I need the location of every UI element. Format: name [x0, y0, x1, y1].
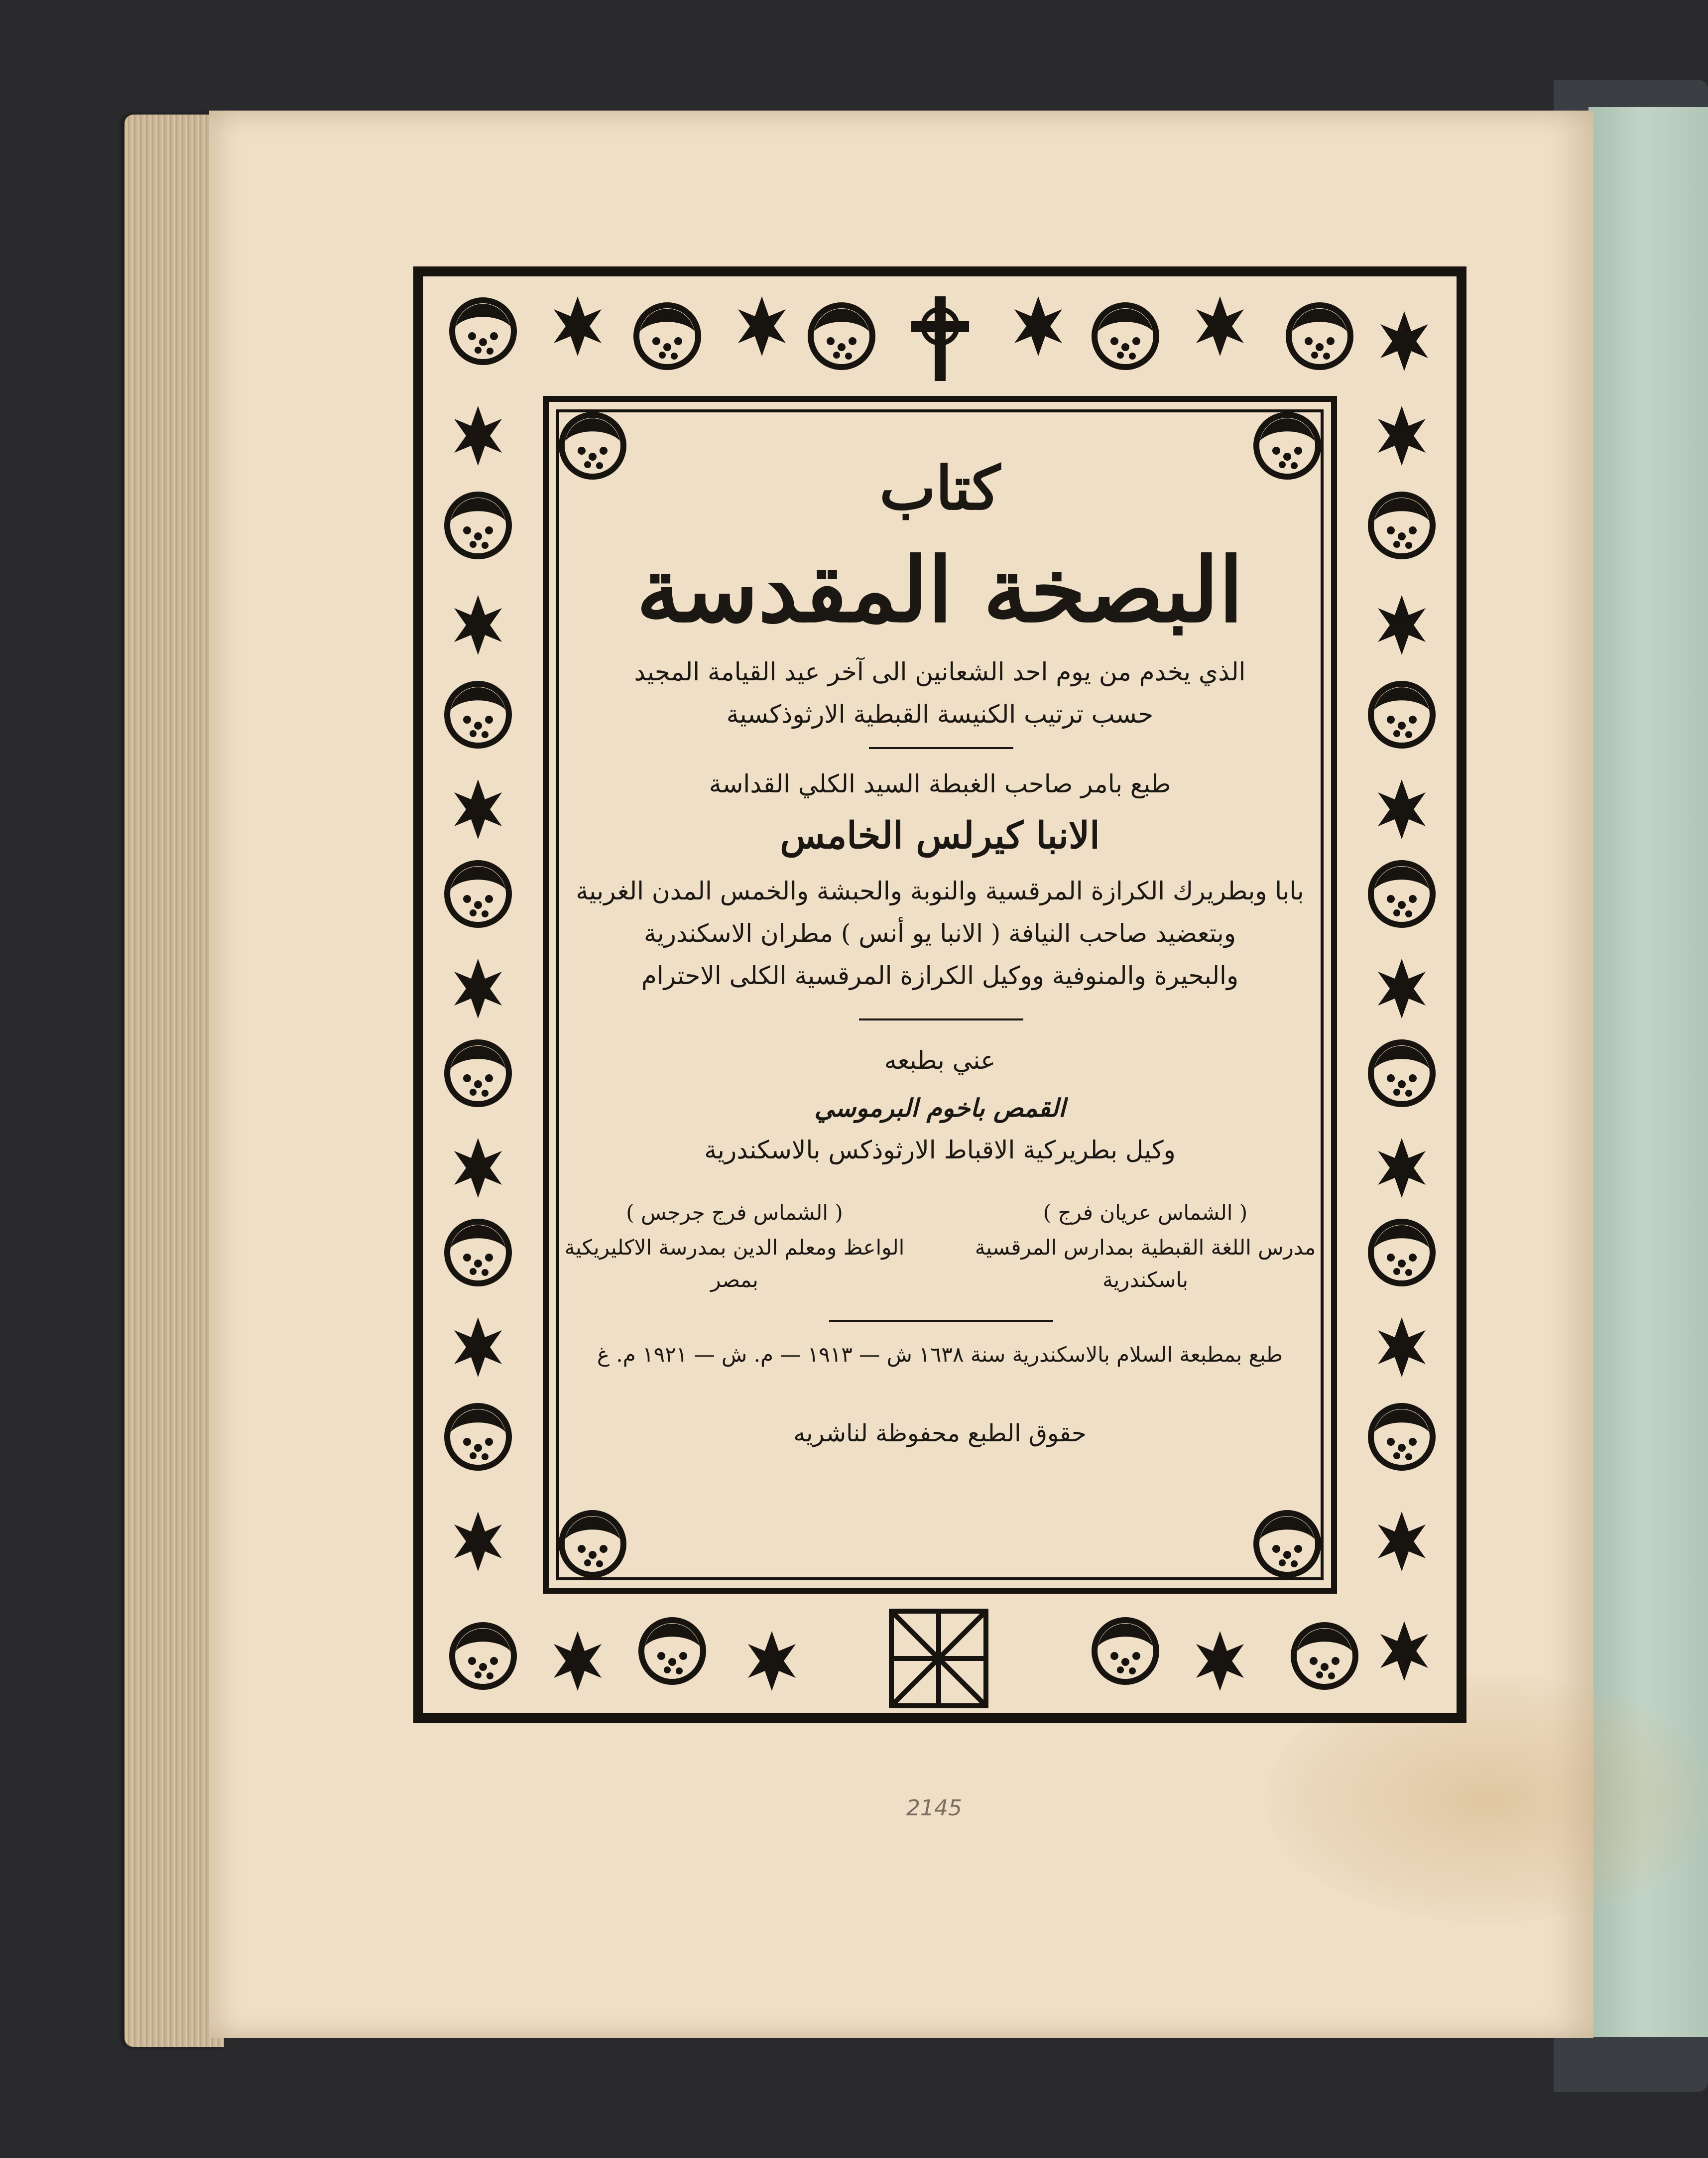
- rights-line: حقوق الطبع محفوظة لناشريه: [793, 1419, 1087, 1447]
- order-line: طبع بامر صاحب الغبطة السيد الكلي القداسة: [709, 769, 1171, 798]
- subtitle-line-2: حسب ترتيب الكنيسة القبطية الارثوذكسية: [726, 700, 1154, 729]
- divider-3: [829, 1320, 1053, 1322]
- contributor-1-name: ( الشماس عريان فرج ): [1043, 1200, 1248, 1225]
- handwritten-number: 2145: [906, 1795, 962, 1821]
- subtitle-line-1: الذي يخدم من يوم احد الشعانين الى آخر عيد القيامة المجيد: [634, 657, 1246, 686]
- contributor-1-place: باسكندرية: [1102, 1268, 1189, 1292]
- patriarch-line-3: والبحيرة والمنوفية ووكيل الكرازة المرقسية الكلى الاحترام: [641, 961, 1239, 990]
- patriarch-line-1: بابا وبطريرك الكرازة المرقسية والنوبة والحبشة والخمس المدن الغربية: [576, 877, 1304, 905]
- editor-name: القمص باخوم البرموسي: [814, 1093, 1066, 1123]
- contributor-2-place: بمصر: [711, 1268, 758, 1292]
- contributor-1-role: مدرس اللغة القبطية بمدارس المرقسية: [975, 1235, 1316, 1260]
- contributor-2-name: ( الشماس فرج جرجس ): [626, 1200, 843, 1225]
- editor-title: وكيل بطريركية الاقباط الارثوذكس بالاسكندرية: [704, 1136, 1176, 1164]
- title-text-block: [550, 398, 1330, 1574]
- divider-1: [869, 747, 1013, 749]
- heading-small: كتاب: [879, 453, 1000, 523]
- patriarch-name: الانبا كيرلس الخامس: [780, 814, 1100, 857]
- divider-2: [859, 1018, 1023, 1020]
- print-line: طبع بمطبعة السلام بالاسكندرية سنة ١٦٣٨ ش — ١٩١٣ — م. ش — ١٩٢١ م. غ: [597, 1342, 1283, 1367]
- contributor-2-role: الواعظ ومعلم الدين بمدرسة الاكليريكية: [564, 1235, 905, 1260]
- heading-main: البصخة المقدسة: [636, 538, 1243, 642]
- editor-intro: عني بطبعه: [884, 1046, 996, 1075]
- patriarch-line-2: وبتعضيد صاحب النيافة ( الانبا يو أنس ) مطران الاسكندرية: [643, 919, 1236, 948]
